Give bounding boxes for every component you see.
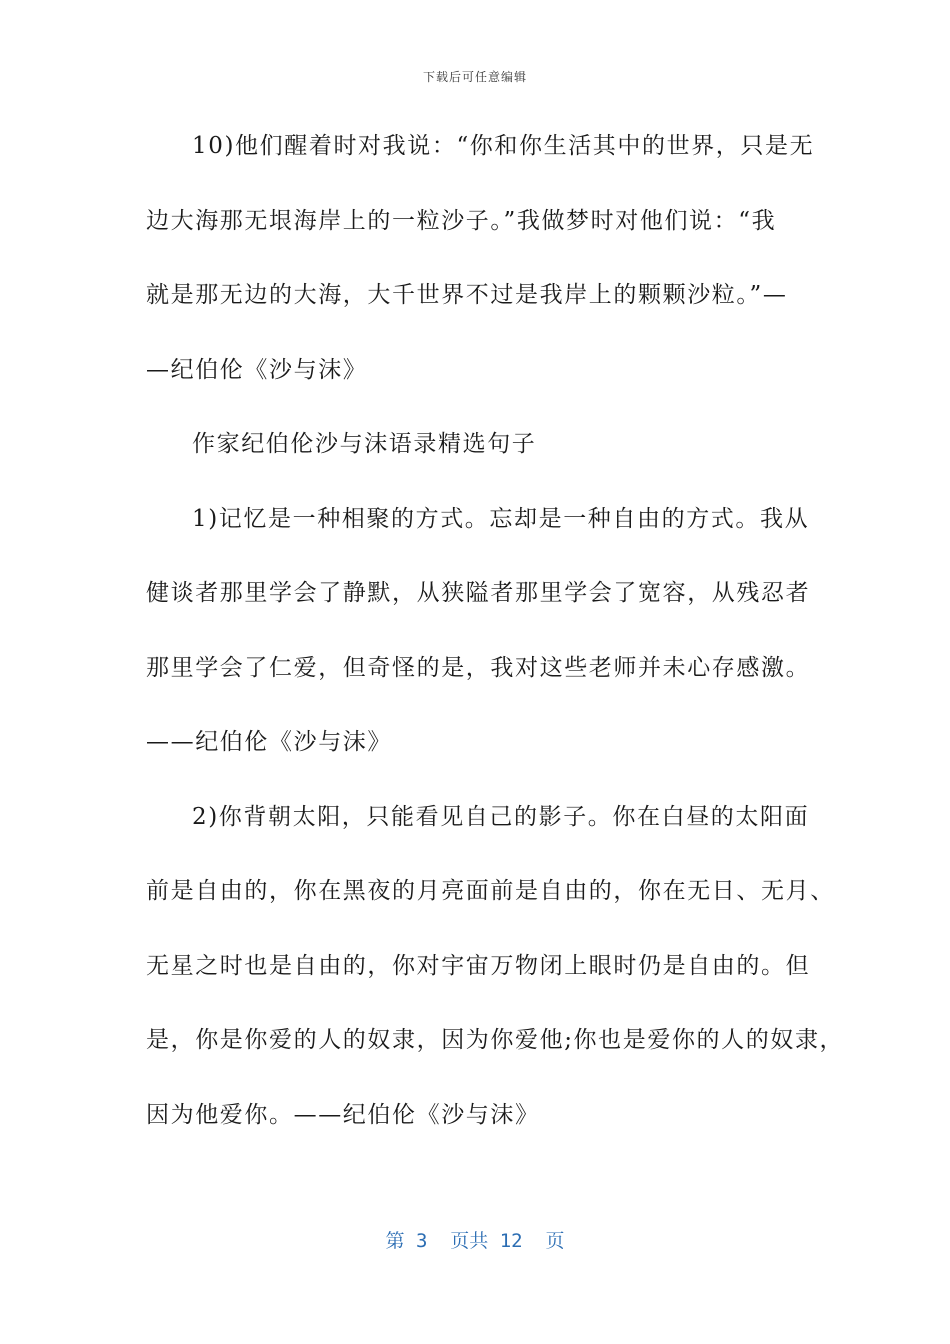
paragraph-line: 健谈者那里学会了静默，从狭隘者那里学会了宽容，从残忍者 bbox=[146, 580, 811, 606]
paragraph-line: 1)记忆是一种相聚的方式。忘却是一种自由的方式。我从 bbox=[192, 505, 810, 532]
paragraph-line: 因为他爱你。——纪伯伦《沙与沫》 bbox=[146, 1101, 540, 1128]
paragraph-line: 是，你是你爱的人的奴隶，因为你爱他;你也是爱你的人的奴隶， bbox=[146, 1027, 845, 1053]
paragraph-line: 边大海那无垠海岸上的一粒沙子。”我做梦时对他们说：“我 bbox=[146, 207, 777, 234]
paragraph-line: 那里学会了仁爱，但奇怪的是，我对这些老师并未心存感激。 bbox=[146, 654, 811, 681]
document-body bbox=[146, 126, 845, 1169]
paragraph-line: 前是自由的，你在黑夜的月亮面前是自由的，你在无日、无月、 bbox=[146, 878, 835, 904]
paragraph-line: 无星之时也是自由的，你对宇宙万物闭上眼时仍是自由的。但 bbox=[146, 952, 811, 979]
section-heading: 作家纪伯伦沙与沫语录精选句子 bbox=[192, 431, 537, 457]
paragraph-line: —纪伯伦《沙与沫》 bbox=[146, 356, 368, 383]
paragraph-line: 就是那无边的大海，大千世界不过是我岸上的颗颗沙粒。”— bbox=[146, 282, 788, 308]
page-number: 第 3 页共 12 页 bbox=[385, 1230, 565, 1252]
paragraph-line: 10)他们醒着时对我说：“你和你生活其中的世界，只是无 bbox=[192, 133, 815, 159]
paragraph-line: 2)你背朝太阳，只能看见自己的影子。你在白昼的太阳面 bbox=[192, 803, 810, 830]
paragraph-line: ——纪伯伦《沙与沫》 bbox=[146, 729, 392, 755]
header-note: 下载后可任意编辑 bbox=[422, 70, 527, 84]
